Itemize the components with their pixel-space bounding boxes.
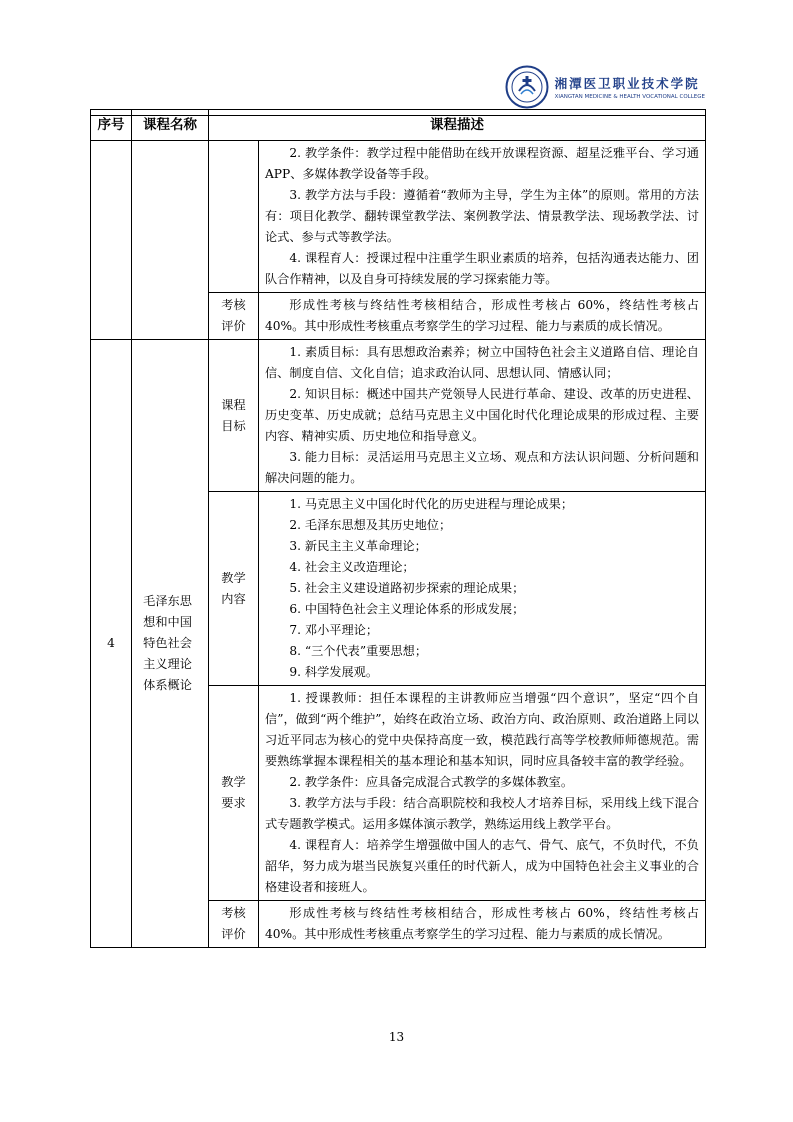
objectives-label xyxy=(209,340,259,492)
list-item: 6. 中国特色社会主义理论体系的形成发展； xyxy=(289,602,525,616)
page-number: 13 xyxy=(388,1030,405,1044)
table-row xyxy=(91,141,706,293)
course-name xyxy=(132,340,209,948)
list-item: 4. 课程育人：培养学生增强做中国人的志气、骨气、底气，不负时代，不负韶华，努力成为堪当民族复兴重任的时代新人，成为中国特色社会主义事业的合格建设者和接班人。 xyxy=(265,838,699,894)
school-emblem-icon xyxy=(505,65,549,109)
prev-seq-cell xyxy=(91,141,132,340)
table-row xyxy=(91,340,706,492)
teaching-requirements xyxy=(259,686,706,901)
list-item: 4. 课程育人：授课过程中注重学生职业素质的培养，包括沟通表达能力、团队合作精神，以及自身可持续发展的学习探索能力等。 xyxy=(265,251,699,286)
assessment-text: 形成性考核与终结性考核相结合，形成性考核占 60%，终结性考核占 40%。其中形成性考核重点考察学生的学习过程、能力与素质的成长情况。 xyxy=(265,906,699,941)
assessment-label xyxy=(209,901,259,948)
assessment-label-text: 考核评价 xyxy=(221,906,246,941)
list-item: 9. 科学发展观。 xyxy=(289,665,379,679)
content-label xyxy=(209,492,259,686)
course-objectives xyxy=(259,340,706,492)
teaching-content xyxy=(259,492,706,686)
assessment-text: 形成性考核与终结性考核相结合，形成性考核占 60%，终结性考核占 40%。其中形成性考核重点考察学生的学习过程、能力与素质的成长情况。 xyxy=(265,298,699,333)
list-item: 3. 能力目标：灵活运用马克思主义立场、观点和方法认识问题、分析问题和解决问题的能力。 xyxy=(265,450,699,485)
course-name-text: 毛泽东思想和中国特色社会主义理论体系概论 xyxy=(143,594,192,692)
list-item: 2. 教学条件：应具备完成混合式教学的多媒体教室。 xyxy=(289,775,574,789)
school-logo xyxy=(505,64,705,110)
header-seq: 序号 xyxy=(91,110,132,141)
prev-name-cell xyxy=(132,141,209,340)
prev-requirements xyxy=(259,141,706,293)
list-item: 5. 社会主义建设道路初步探索的理论成果； xyxy=(289,581,525,595)
content-label-text: 教学内容 xyxy=(221,570,246,606)
list-item: 7. 邓小平理论； xyxy=(289,623,379,637)
list-item: 3. 新民主主义革命理论； xyxy=(289,539,427,553)
header-course-desc: 课程描述 xyxy=(209,110,706,141)
assessment-label-text: 考核评价 xyxy=(221,298,246,333)
list-item: 2. 知识目标：概述中国共产党领导人民进行革命、建设、改革的历史进程、历史变革、历史成就；总结马克思主义中国化时代化理论成果的形成过程、主要内容、精神实质、历史地位和指导意义。 xyxy=(265,387,699,443)
list-item: 8. “三个代表”重要思想； xyxy=(289,644,428,658)
requirements-label xyxy=(209,686,259,901)
course-seq: 4 xyxy=(91,340,132,948)
assessment xyxy=(259,901,706,948)
objectives-label-text: 课程目标 xyxy=(221,397,246,433)
list-item: 4. 社会主义改造理论； xyxy=(289,560,415,574)
list-item: 1. 授课教师：担任本课程的主讲教师应当增强“四个意识”，坚定“四个自信”，做到“两个维护”，始终在政治立场、政治方向、政治原则、政治道路上同以习近平同志为核心的党中央保持高度一致，模范践行高等学校教师师德规范。需要熟练掌握本课程相关的基本理论和基本知识，同时应具备较丰富的教学经验。 xyxy=(265,691,699,768)
list-item: 1. 素质目标：具有思想政治素养；树立中国特色社会主义道路自信、理论自信、制度自信、文化自信；追求政治认同、思想认同、情感认同； xyxy=(265,345,699,380)
page-header xyxy=(90,58,705,116)
course-table xyxy=(90,109,706,948)
list-item: 2. 毛泽东思想及其历史地位； xyxy=(289,518,452,532)
list-item: 1. 马克思主义中国化时代化的历史进程与理论成果； xyxy=(289,497,574,511)
prev-req-label-cell xyxy=(209,141,259,293)
prev-assessment-label xyxy=(209,293,259,340)
school-name-cn: 湘潭医卫职业技术学院 xyxy=(554,76,700,91)
school-name-en: XIANGTAN MEDICINE & HEALTH VOCATIONAL COLLEGE xyxy=(554,94,705,100)
prev-assessment xyxy=(259,293,706,340)
requirements-label-text: 教学要求 xyxy=(221,775,246,810)
list-item: 3. 教学方法与手段：结合高职院校和我校人才培养目标，采用线上线下混合式专题教学模式。运用多媒体演示教学，熟练运用线上教学平台。 xyxy=(265,796,699,831)
header-course-name: 课程名称 xyxy=(132,110,209,141)
list-item: 2. 教学条件：教学过程中能借助在线开放课程资源、超星泛雅平台、学习通 APP、多媒体教学设备等手段。 xyxy=(265,146,699,181)
table-header-row xyxy=(91,110,706,141)
list-item: 3. 教学方法与手段：遵循着“教师为主导，学生为主体”的原则。常用的方法有：项目化教学、翻转课堂教学法、案例教学法、情景教学法、现场教学法、讨论式、参与式等教学法。 xyxy=(265,188,699,244)
